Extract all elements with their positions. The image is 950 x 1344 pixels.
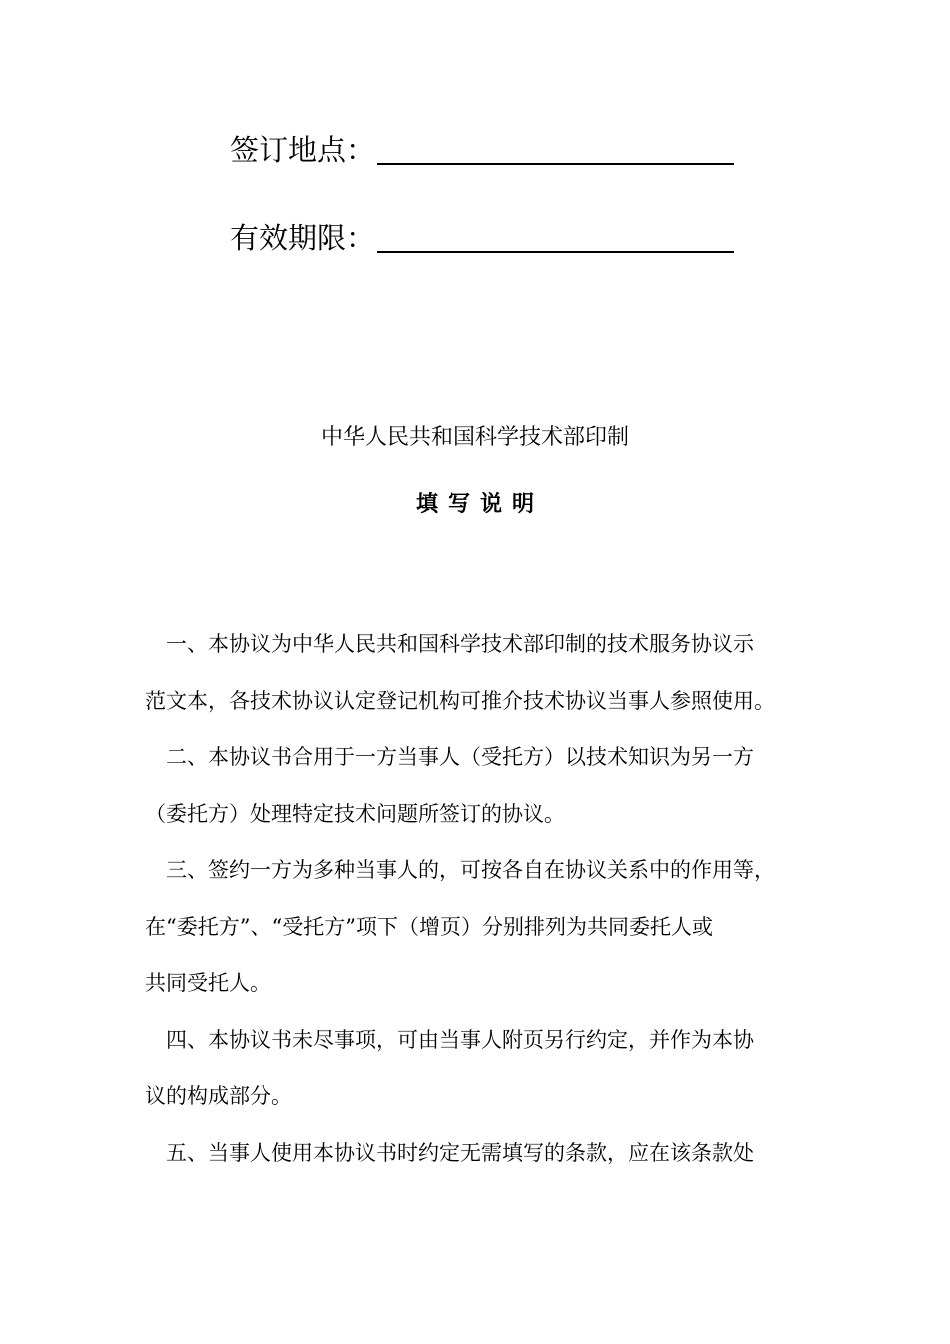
- instruction-line: 在“委托方”、“受托方”项下（增页）分别排列为共同委托人或: [145, 915, 713, 939]
- instruction-line: 五、当事人使用本协议书时约定无需填写的条款，应在该条款处: [145, 1141, 754, 1165]
- instruction-line: （委托方）处理特定技术问题所签订的协议。: [145, 802, 565, 826]
- signing-place-blank[interactable]: [377, 133, 734, 165]
- validity-period-field: [230, 218, 734, 258]
- signing-place-field: [230, 130, 734, 170]
- signing-place-label: 签订地点：: [230, 133, 376, 167]
- instruction-line: 三、签约一方为多种当事人的，可按各自在协议关系中的作用等，: [145, 858, 775, 882]
- publisher-line: 中华人民共和国科学技术部印制: [320, 425, 629, 450]
- instruction-line: 四、本协议书未尽事项，可由当事人附页另行约定，并作为本协: [145, 1028, 754, 1052]
- validity-period-blank[interactable]: [377, 221, 734, 253]
- instructions-title: 填写说明: [415, 492, 544, 517]
- instruction-line: 范文本，各技术协议认定登记机构可推介技术协议当事人参照使用。: [145, 689, 775, 713]
- instruction-line: 共同受托人。: [145, 971, 271, 995]
- validity-period-label: 有效期限：: [230, 221, 376, 255]
- instruction-line: 一、本协议为中华人民共和国科学技术部印制的技术服务协议示: [145, 632, 754, 656]
- instruction-line: 二、本协议书合用于一方当事人（受托方）以技术知识为另一方: [145, 745, 754, 769]
- instruction-line: 议的构成部分。: [145, 1084, 292, 1108]
